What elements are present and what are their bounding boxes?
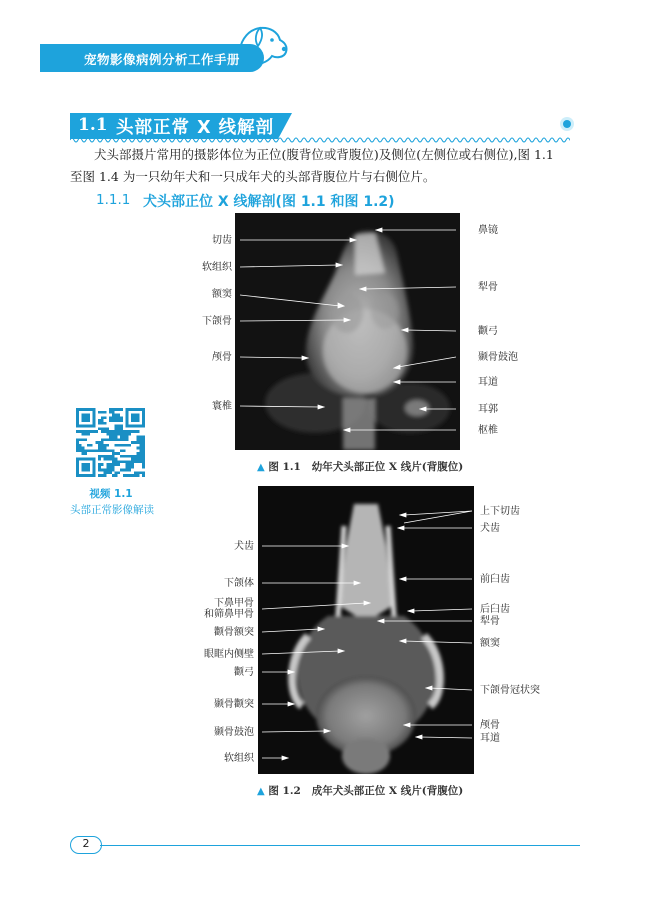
fig2-label-zygomatic-arch: 颧弓 bbox=[234, 667, 254, 678]
section-number: 1.1 bbox=[78, 115, 108, 135]
fig1-label-skull: 颅骨 bbox=[212, 352, 232, 363]
caption-triangle-icon: ▲ bbox=[257, 462, 265, 473]
fig2-label-upper-lower-incisors: 上下切齿 bbox=[480, 506, 520, 517]
fig1-caption bbox=[257, 459, 463, 474]
fig2-label-zygomatic-frontal-process: 颧骨额突 bbox=[214, 627, 254, 638]
fig2-caption-number: 图 1.2 bbox=[268, 785, 301, 797]
fig1-label-nasal-planum: 鼻镜 bbox=[478, 225, 498, 236]
fig2-label-skull: 颅骨 bbox=[480, 720, 500, 731]
fig1-label-ear-canal: 耳道 bbox=[478, 377, 498, 388]
fig1-label-axis: 枢椎 bbox=[478, 425, 498, 436]
subsection-number: 1.1.1 bbox=[96, 192, 131, 208]
body-paragraph-line-2: 至图 1.4 为一只幼年犬和一只成年犬的头部背腹位片与右侧位片。 bbox=[70, 169, 436, 184]
fig1-label-frontal-sinus: 额窦 bbox=[212, 289, 232, 300]
xray-image-adult-dog bbox=[258, 486, 474, 774]
subsection-title: 犬头部正位 X 线解剖(图 1.1 和图 1.2) bbox=[143, 194, 395, 210]
body-paragraph-line-1: 犬头部摄片常用的摄影体位为正位(腹背位或背腹位)及侧位(左侧位或右侧位),图 1.1 bbox=[94, 147, 554, 162]
fig2-label-premolars: 前臼齿 bbox=[480, 574, 510, 585]
fig2-label-vomer: 犁骨 bbox=[480, 616, 500, 627]
section-dot bbox=[563, 120, 571, 128]
caption-triangle-icon: ▲ bbox=[257, 786, 265, 797]
fig2-label-mandible-body: 下颌体 bbox=[224, 578, 254, 589]
fig2-label-molars: 后臼齿 bbox=[480, 604, 510, 615]
dog-logo-icon bbox=[232, 18, 292, 74]
fig2-label-canine-right: 犬齿 bbox=[480, 523, 500, 534]
qr-video-title: 视频 1.1 bbox=[89, 488, 133, 500]
fig2-caption bbox=[257, 783, 463, 798]
fig1-caption-text: 幼年犬头部正位 X 线片(背腹位) bbox=[311, 461, 464, 473]
fig2-label-tympanic-bulla: 颞骨鼓泡 bbox=[214, 727, 254, 738]
page-number: 2 bbox=[82, 837, 90, 850]
fig1-label-zygomatic-arch: 颧弓 bbox=[478, 326, 498, 337]
fig1-label-atlas: 寰椎 bbox=[212, 401, 232, 412]
book-title: 宠物影像病例分析工作手册 bbox=[84, 52, 241, 67]
fig1-label-soft-tissue: 软组织 bbox=[202, 262, 232, 273]
fig2-label-orbit-medial-wall: 眼眶内侧壁 bbox=[204, 649, 254, 660]
fig2-label-coronoid-process: 下颌骨冠状突 bbox=[480, 685, 540, 696]
fig2-label-ear-canal: 耳道 bbox=[480, 733, 500, 744]
fig1-label-pinna: 耳郭 bbox=[478, 404, 498, 415]
fig1-label-vomer: 犁骨 bbox=[478, 282, 498, 293]
fig1-label-tympanic-bulla: 颞骨鼓泡 bbox=[478, 352, 518, 363]
section-title: 头部正常 X 线解剖 bbox=[116, 118, 275, 138]
fig2-caption-text: 成年犬头部正位 X 线片(背腹位) bbox=[311, 785, 464, 797]
fig2-label-frontal-sinus: 额窦 bbox=[480, 638, 500, 649]
fig2-label-ethmoturbinate: 和筛鼻甲骨 bbox=[204, 609, 254, 620]
qr-code-icon[interactable] bbox=[76, 408, 145, 477]
fig2-label-ventral-turbinate: 下鼻甲骨 bbox=[214, 598, 254, 609]
footer-rule bbox=[100, 845, 580, 846]
fig1-label-incisors: 切齿 bbox=[212, 235, 232, 246]
qr-video-subtitle: 头部正常影像解读 bbox=[70, 504, 154, 516]
fig2-label-soft-tissue: 软组织 bbox=[224, 753, 254, 764]
fig2-label-temporal-zygomatic-process: 颞骨颧突 bbox=[214, 699, 254, 710]
xray-image-juvenile-dog bbox=[235, 213, 460, 450]
fig1-caption-number: 图 1.1 bbox=[268, 461, 301, 473]
fig2-label-canine-left: 犬齿 bbox=[234, 541, 254, 552]
fig1-label-mandible: 下颌骨 bbox=[202, 316, 232, 327]
